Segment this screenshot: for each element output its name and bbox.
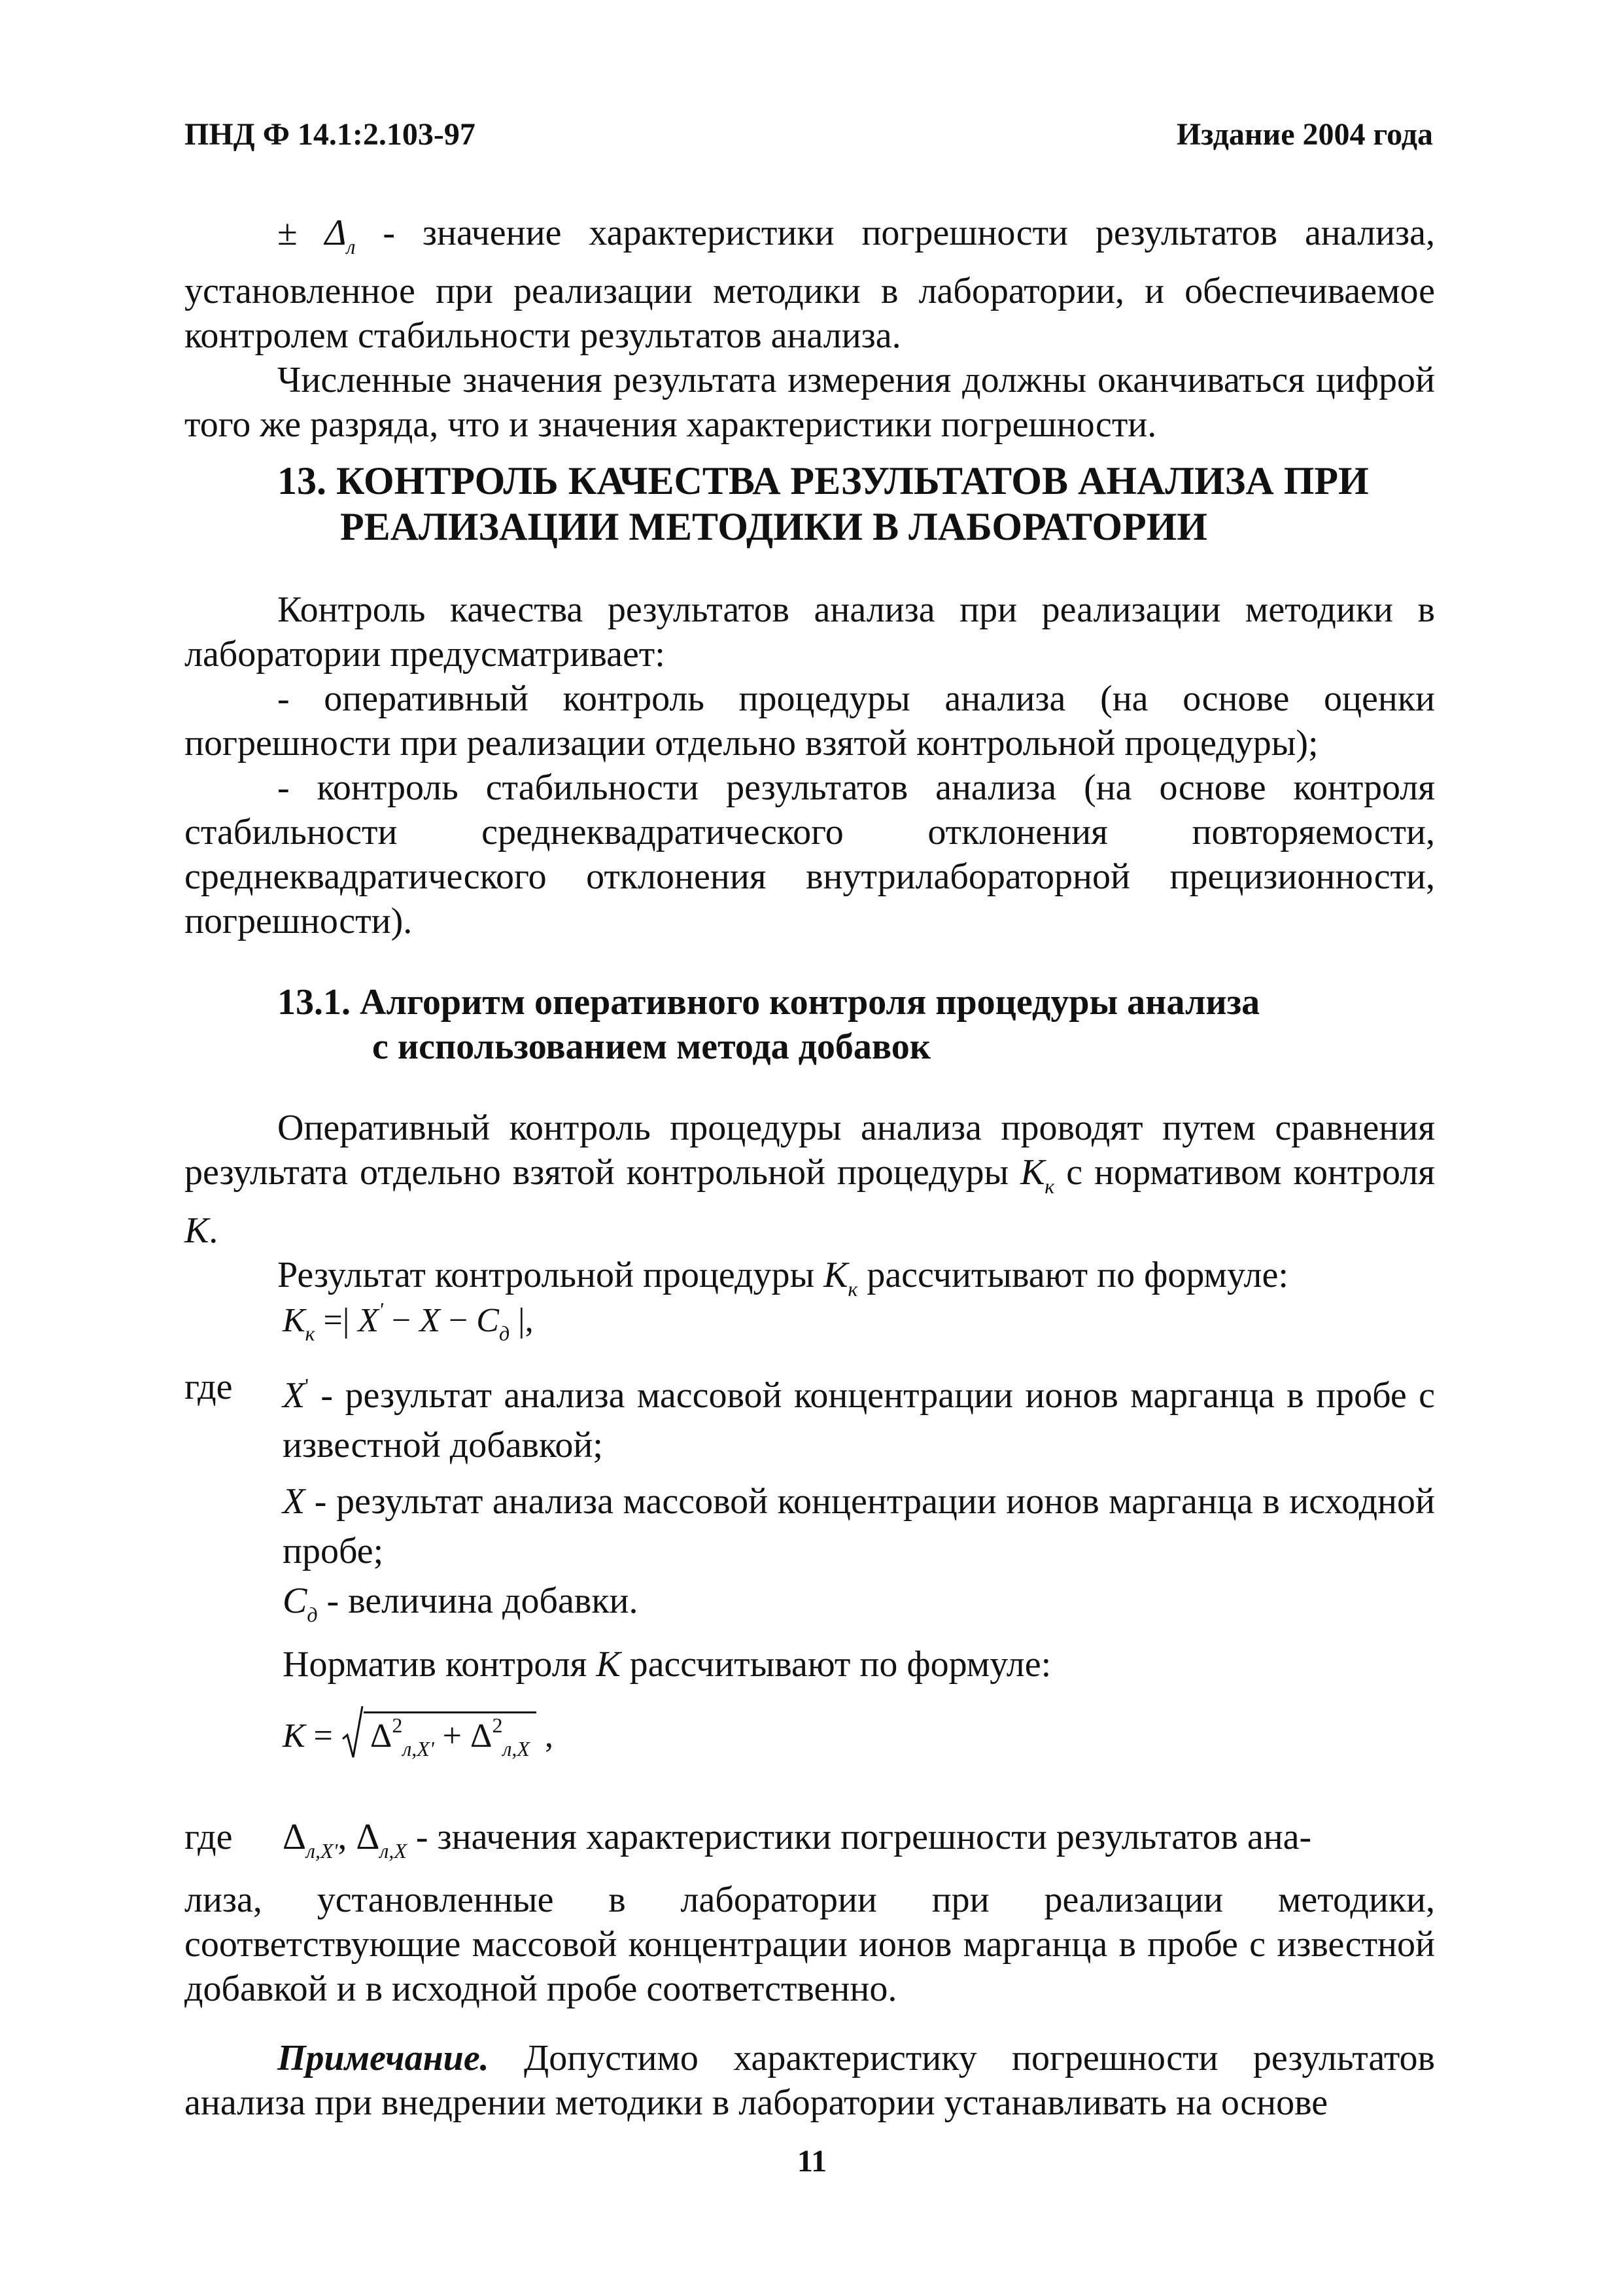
radical-icon — [341, 1705, 364, 1760]
definition-x — [283, 1477, 1435, 1576]
where-2-delta-1-sub: л,X' — [306, 1839, 338, 1863]
formula-kk-equals: =| — [315, 1302, 358, 1339]
text-run: Результат контрольной процедуры — [277, 1255, 824, 1295]
def-x-prime-text: - результат анализа массовой концентрации ионов марганца в пробе с известной добавкой; — [283, 1375, 1435, 1465]
intro-paragraph-1 — [184, 211, 1435, 358]
text-run: с нормативом контроля — [1054, 1152, 1435, 1193]
section-13-1-title-line-2: с использованием метода добавок — [372, 1026, 931, 1067]
formula-kk-end: |, — [510, 1302, 534, 1339]
header-document-code: ПНД Ф 14.1:2.103-97 — [184, 117, 475, 152]
section-13-list-item-2: - контроль стабильности результатов анализа (на основе контроля стабильности среднеквадратического отклонения повторяемости, среднеквадратического отклонения внутрилабораторной прецизионности, погрешности). — [184, 767, 1435, 941]
where-2-delta-2-sub: л,X — [379, 1839, 407, 1863]
def-x-prime-symbol: X — [283, 1375, 305, 1416]
formula-k-delta-1-sub: л,X' — [402, 1737, 434, 1761]
formula-k-delta-1-sup: 2 — [392, 1713, 403, 1737]
sqrt-radicand — [364, 1711, 536, 1761]
text-run: . — [209, 1210, 218, 1251]
formula-k-end: , — [536, 1717, 553, 1755]
section-13-1-title-line-1: 13.1. Алгоритм оперативного контроля процедуры анализа — [277, 982, 1260, 1023]
section-13-body — [184, 587, 1435, 943]
formula-kk-lhs-subscript: к — [305, 1322, 315, 1345]
where-label: где — [184, 1367, 233, 1407]
formula-k-delta-2-sup: 2 — [492, 1713, 503, 1737]
section-13-1-title — [184, 980, 1435, 1069]
definitions-list — [283, 1361, 1435, 1689]
intro-paragraph-1-text: - значение характеристики погрешности результатов анализа, установленное при реализации методики в лаборатории, и обеспечиваемое контролем стабильности результатов анализа. — [184, 213, 1436, 356]
delta-symbol: Δ — [324, 213, 347, 253]
section-13-list-item-1: - оперативный контроль процедуры анализа (на основе оценки погрешности при реализации отдельно взятой контрольной процедуры); — [184, 678, 1435, 763]
kk-subscript: к — [1045, 1174, 1055, 1198]
note-text-block — [184, 2036, 1435, 2125]
section-13-title — [184, 458, 1435, 550]
text-run: Норматив контроля — [283, 1644, 596, 1685]
formula-kk-x-prime: X — [358, 1302, 379, 1339]
formula-k-equals: = — [305, 1717, 341, 1755]
sqrt-sign — [341, 1711, 536, 1761]
text-run: Оперативный контроль процедуры анализа проводят путем сравнения результата отдельно взятой контрольной процедуры — [184, 1108, 1435, 1193]
formula-kk-c: C — [476, 1302, 499, 1339]
kk-symbol: К — [823, 1255, 848, 1295]
formula-kk-c-subscript: д — [498, 1322, 510, 1345]
intro-block — [184, 211, 1435, 447]
def-c-text: - величина добавки. — [317, 1581, 638, 1621]
section-13-title-line-1: 13. КОНТРОЛЬ КАЧЕСТВА РЕЗУЛЬТАТОВ АНАЛИЗА ПРИ — [277, 459, 1369, 502]
header-edition: Издание 2004 года — [1176, 117, 1433, 152]
note-text: Допустимо характеристику погрешности результатов анализа при внедрении методики в лаборатории устанавливать на основе — [184, 2038, 1435, 2123]
where-2-delta-1: Δ — [283, 1817, 307, 1857]
formula-k — [283, 1711, 553, 1761]
delta-subscript: л — [346, 235, 356, 258]
intro-paragraph-2: Численные значения результата измерения должны оканчиваться цифрой того же разряда, что и значения характеристики погрешности. — [184, 360, 1435, 445]
k-symbol: К — [596, 1644, 621, 1685]
where-2-delta-2: Δ — [356, 1817, 380, 1857]
plus-minus-sign: ± — [277, 213, 325, 253]
formula-k-delta-1: Δ — [370, 1717, 392, 1755]
def-x-text: - результат анализа массовой концентрации ионов марганца в исходной пробе; — [283, 1481, 1435, 1571]
where-2-text: - значения характеристики погрешности результатов ана- — [406, 1817, 1312, 1857]
def-x-symbol: X — [283, 1481, 305, 1522]
def-c-symbol: C — [283, 1581, 307, 1621]
note-label: Примечание. — [277, 2038, 489, 2078]
formula-k-lhs: К — [283, 1717, 305, 1755]
formula-kk-minus-2: − — [440, 1302, 477, 1339]
definition-x-prime — [283, 1361, 1435, 1470]
formula-kk-x: X — [419, 1302, 440, 1339]
text-run: рассчитывают по формуле: — [620, 1644, 1052, 1685]
where-2-separator: , — [337, 1817, 356, 1857]
section-13-1-paragraph-4 — [184, 1878, 1435, 2011]
kk-symbol: К — [1020, 1152, 1045, 1193]
where-2-line — [283, 1815, 1435, 1873]
formula-kk — [283, 1298, 534, 1346]
k-symbol: К — [184, 1210, 209, 1251]
formula-kk-lhs: К — [283, 1302, 305, 1339]
definition-c — [283, 1576, 1435, 1639]
section-13-1-paragraph-1 — [184, 1106, 1435, 1253]
formula-kk-minus-1: − — [383, 1302, 420, 1339]
def-prime: ' — [305, 1374, 309, 1397]
kk-subscript: к — [848, 1277, 858, 1301]
text-run: рассчитывают по формуле: — [857, 1255, 1288, 1295]
norm-paragraph — [283, 1639, 1435, 1689]
section-13-title-line-2: РЕАЛИЗАЦИИ МЕТОДИКИ В ЛАБОРАТОРИИ — [340, 505, 1207, 548]
section-13-paragraph: Контроль качества результатов анализа при реализации методики в лаборатории предусматривает: — [184, 589, 1435, 674]
paragraph-4-text: лиза, установленные в лаборатории при реализации методики, соответствующие массовой концентрации ионов марганца в пробе с известной добавкой и в исходной пробе соответственно. — [184, 1880, 1435, 2009]
note-paragraph — [184, 2036, 1435, 2125]
formula-k-plus: + — [434, 1717, 470, 1755]
def-c-subscript: д — [307, 1603, 318, 1626]
formula-kk-prime: ' — [379, 1298, 383, 1322]
page-number: 11 — [797, 2144, 827, 2179]
section-13-1-body — [184, 1106, 1435, 1311]
formula-k-delta-2: Δ — [470, 1717, 492, 1755]
where-label-2: где — [184, 1817, 233, 1857]
formula-k-delta-2-sub: л,X — [502, 1737, 530, 1761]
